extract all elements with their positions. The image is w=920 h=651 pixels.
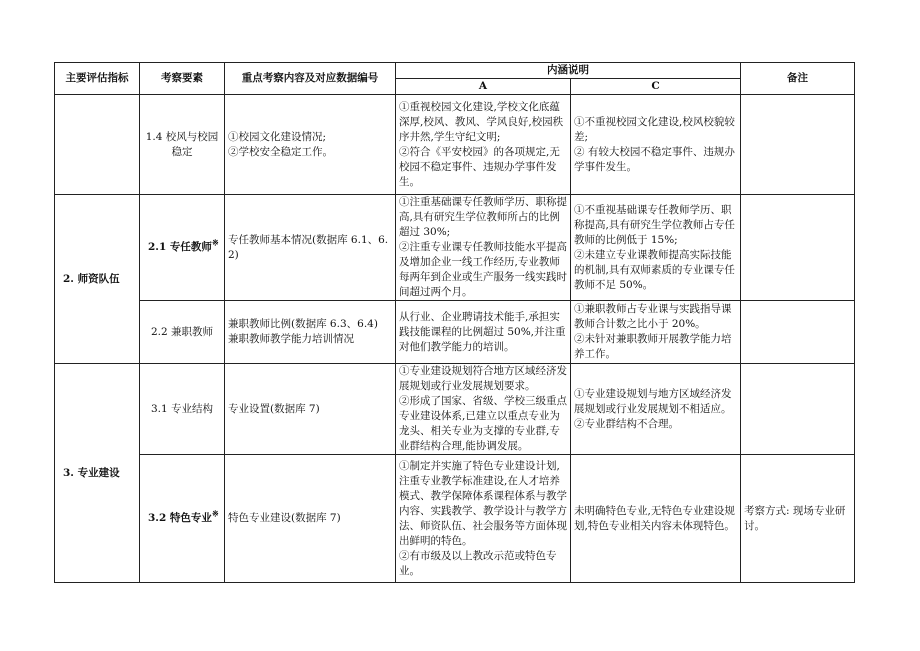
header-element: 考察要素	[140, 63, 225, 95]
element-cell	[140, 455, 225, 583]
a-line: ①重视校园文化建设,学校文化底蕴深厚,校风、教风、学风良好,校园秩序井然,学生守纪文明;	[399, 100, 564, 143]
focus-line: ①校园文化建设情况;	[228, 130, 327, 143]
a-line: ①专业建设规划符合地方区域经济发展规划或行业发展规划要求。	[399, 365, 567, 392]
header-remarks: 备注	[741, 63, 855, 95]
col-a-cell	[396, 195, 571, 301]
a-line: ②有市级及以上教改示范或特色专业。	[399, 549, 557, 577]
focus-line: 专业设置(数据库 7)	[228, 402, 320, 415]
focus-cell	[225, 455, 396, 583]
c-line: ①不重视校园文化建设,校风校貌较差;	[574, 115, 735, 143]
col-c-cell	[571, 195, 741, 301]
main-indicator-cell: 3. 专业建设	[55, 364, 140, 583]
element-cell	[140, 195, 225, 301]
a-line: ②注重专业课专任教师技能水平提高及增加企业一线工作经历,专业教师每两年到企业或生产服务一线实践时间超过两个月。	[399, 241, 567, 298]
col-c-cell	[571, 95, 741, 195]
header-row	[55, 63, 855, 79]
a-line: ①制定并实施了特色专业建设计划,注重专业教学标准建设,在人才培养模式、教学保障体系课程体系与教学内容、实践教学、教学设计与教学方法、师资队伍、社会服务等方面体现出鲜明的特色。	[399, 459, 567, 547]
focus-cell	[225, 195, 396, 301]
a-line: ②形成了国家、省级、学校三级重点专业建设体系,已建立以重点专业为龙头、相关专业为支撑的专业群,专业群结构合理,能协调发展。	[399, 395, 567, 452]
key-mark: ※	[211, 508, 219, 519]
remarks-cell: 考察方式: 现场专业研讨。	[741, 455, 855, 583]
table-row	[55, 301, 855, 364]
col-c-cell	[571, 364, 741, 455]
element-cell	[140, 301, 225, 364]
element-label: 3.1 专业结构	[150, 402, 214, 415]
focus-line: ②学校安全稳定工作。	[228, 145, 333, 158]
header-main-indicator: 主要评估指标	[55, 63, 140, 95]
table-row	[55, 455, 855, 583]
table-row	[55, 364, 855, 455]
focus-cell	[225, 95, 396, 195]
a-line: 从行业、企业聘请技术能手,承担实践技能课程的比例超过 50%,并注重对他们教学能力的培训。	[399, 310, 566, 353]
c-line: ①不重视基础课专任教师学历、职称提高,具有研究生学位教师占专任教师的比例低于 15%;	[574, 203, 735, 246]
c-line: ①兼职教师占专业课与实践指导课教师合计数之比小于 20%。	[574, 303, 732, 330]
element-cell	[140, 95, 225, 195]
table-row	[55, 195, 855, 301]
focus-line: 专任教师基本情况(数据库 6.1、6.2)	[228, 233, 389, 261]
remarks-cell	[741, 364, 855, 455]
remarks-cell	[741, 301, 855, 364]
element-cell	[140, 364, 225, 455]
focus-line: 兼职教师教学能力培训情况	[228, 333, 354, 345]
element-label: 2.1 专任教师	[148, 241, 212, 253]
col-a-cell	[396, 364, 571, 455]
header-connotation: 内涵说明	[396, 63, 741, 79]
a-line: ②符合《平安校园》的各项规定,无校园不稳定事件、违规办学事件发生。	[399, 145, 560, 188]
main-indicator-cell	[55, 95, 140, 195]
remarks-cell	[741, 95, 855, 195]
focus-line: 兼职教师比例(数据库 6.3、6.4)	[228, 318, 378, 330]
a-line: ①注重基础课专任教师学历、职称提高,具有研究生学位教师所占的比例超过 30%;	[399, 196, 567, 238]
col-a-cell	[396, 301, 571, 364]
header-focus: 重点考察内容及对应数据编号	[225, 63, 396, 95]
element-label: 2.2 兼职教师	[150, 325, 214, 338]
c-line: ②专业群结构不合理。	[574, 417, 679, 430]
element-label: 3.2 特色专业	[148, 512, 212, 524]
focus-cell	[225, 364, 396, 455]
main-indicator-cell: 2. 师资队伍	[55, 195, 140, 364]
table-row	[55, 95, 855, 195]
remarks-cell	[741, 195, 855, 301]
c-line: ② 有较大校园不稳定事件、违规办学事件发生。	[574, 145, 735, 173]
c-line: ②未针对兼职教师开展教学能力培养工作。	[574, 333, 732, 360]
col-c-cell	[571, 301, 741, 364]
col-c-cell	[571, 455, 741, 583]
col-a-cell	[396, 95, 571, 195]
evaluation-table	[54, 62, 855, 583]
focus-cell	[225, 301, 396, 364]
header-col-a: A	[396, 79, 571, 95]
header-col-c: C	[571, 79, 741, 95]
focus-line: 特色专业建设(数据库 7)	[228, 512, 341, 524]
c-line: ②未建立专业课教师提高实际技能的机制,具有双师素质的专业课专任教师不足 50%。	[574, 248, 735, 291]
c-line: 未明确特色专业,无特色专业建设规划,特色专业相关内容未体现特色。	[574, 504, 735, 532]
c-line: ①专业建设规划与地方区域经济发展规划或行业发展规划不相适应。	[574, 387, 732, 415]
key-mark: ※	[211, 237, 219, 248]
col-a-cell	[396, 455, 571, 583]
element-label: 1.4 校风与校园稳定	[145, 130, 219, 158]
